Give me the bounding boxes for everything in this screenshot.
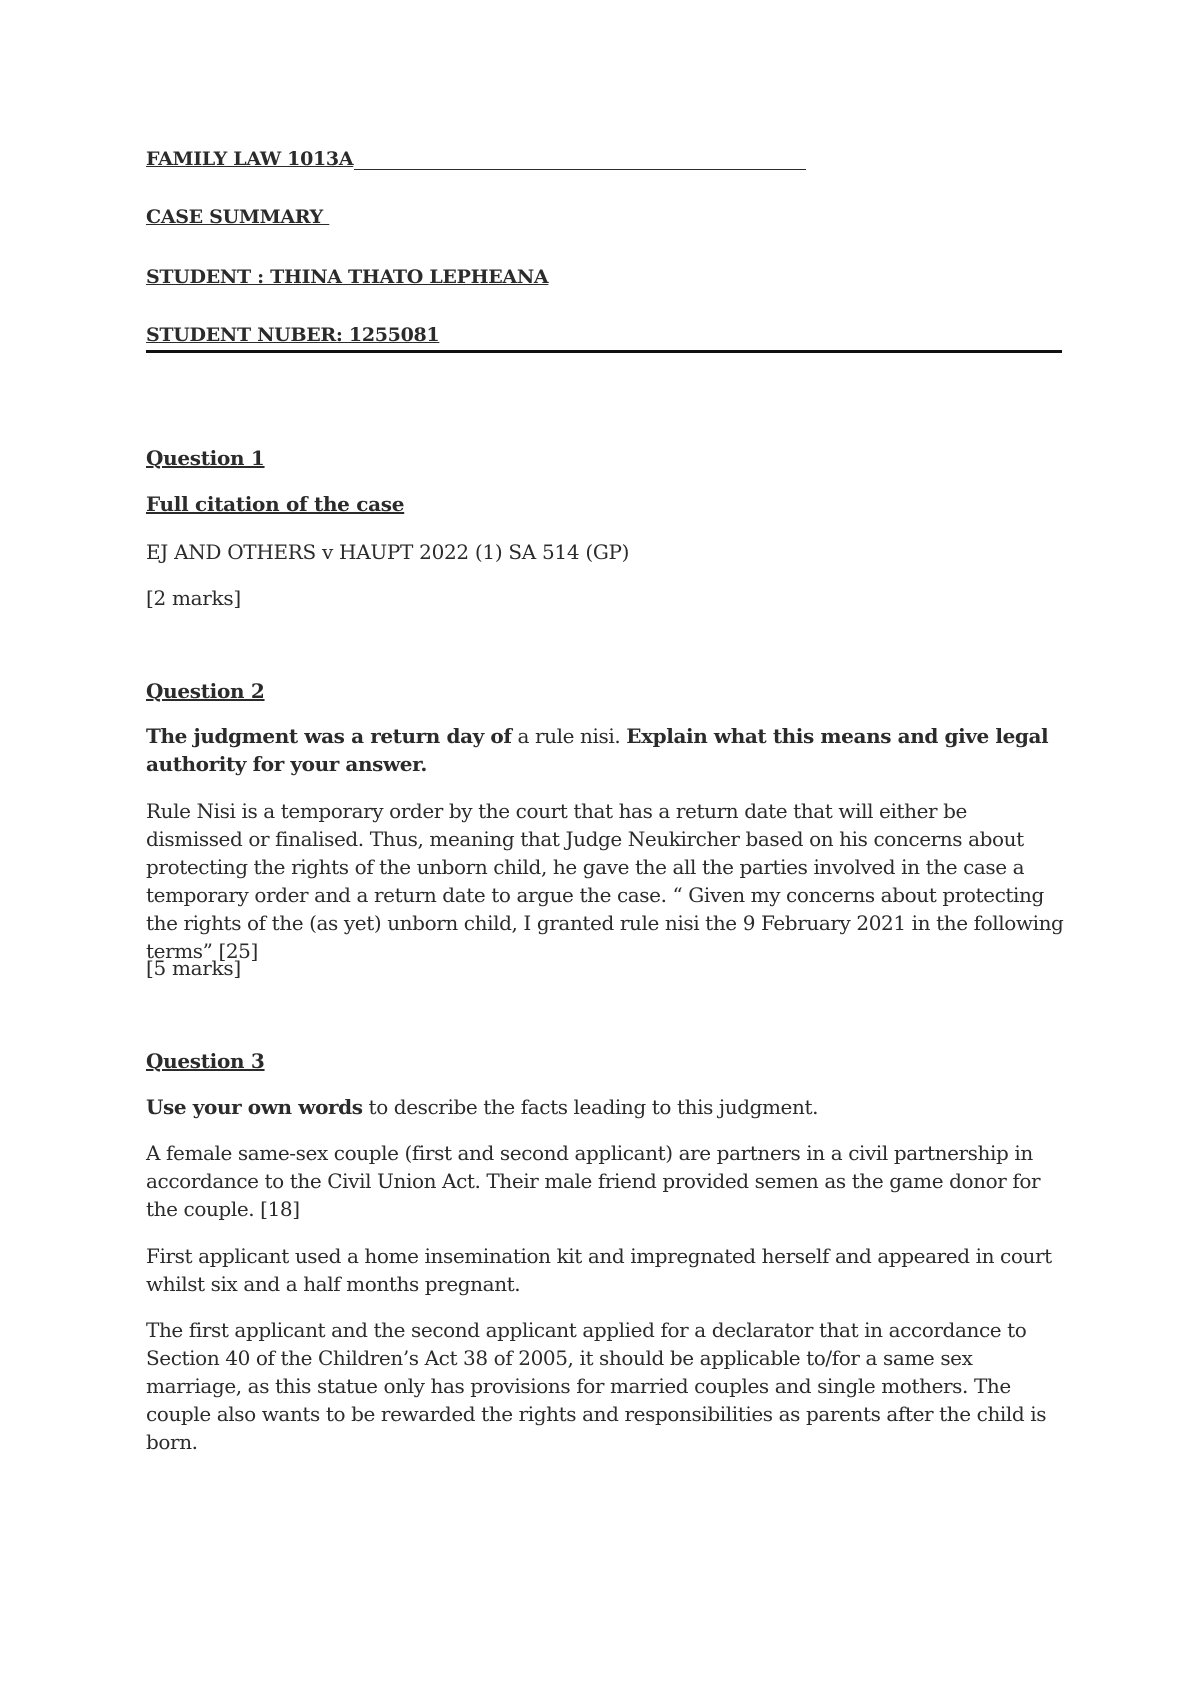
question-3-prompt-bold: Use your own words	[146, 1095, 363, 1119]
question-3-prompt-normal: to describe the facts leading to this judgment.	[362, 1095, 819, 1119]
case-citation: EJ AND OTHERS v HAUPT 2022 (1) SA 514 (GP)	[146, 540, 630, 564]
question-1-title: Question 1	[146, 446, 265, 470]
student-number: STUDENT NUBER: 1255081	[146, 324, 440, 346]
question-1-subtitle: Full citation of the case	[146, 492, 405, 516]
document-type: CASE SUMMARY	[146, 206, 330, 228]
question-2-prompt	[146, 722, 1066, 778]
question-3-paragraph-1: A female same-sex couple (first and second applicant) are partners in a civil partnership in accordance to the Civil Union Act. Their male friend provided semen as the game donor for the couple. [18]	[146, 1141, 1041, 1221]
question-2-marks: [5 marks]	[146, 956, 241, 980]
course-title-underline	[354, 169, 806, 170]
question-2-title: Question 2	[146, 679, 265, 703]
question-3-prompt	[146, 1093, 1066, 1121]
question-2-answer: Rule Nisi is a temporary order by the court that has a return date that will either be dismissed or finalised. Thus, meaning that Judge Neukircher based on his concerns about protecting the rights of the unborn child, he gave the all the parties involved in the case a temporary order and a return date to argue the case. “ Given my concerns about protecting the rights of the (as yet) unborn child, I granted rule nisi the 9 February 2021 in the following terms” [25]	[146, 799, 1064, 963]
question-3-paragraph-3: The first applicant and the second applicant applied for a declarator that in accordance to Section 40 of the Children’s Act 38 of 2005, it should be applicable to/for a same sex marriage, as this statue only has provisions for married couples and single mothers. The couple also wants to be rewarded the rights and responsibilities as parents after the child is born.	[146, 1318, 1047, 1454]
question-2-prompt-bold-1: The judgment was a return day of	[146, 724, 512, 748]
header-rule	[146, 350, 1062, 353]
student-name: STUDENT : THINA THATO LEPHEANA	[146, 266, 549, 288]
question-2-prompt-normal: a rule nisi.	[511, 724, 627, 748]
course-title: FAMILY LAW 1013A	[146, 148, 354, 170]
question-3-title: Question 3	[146, 1049, 265, 1073]
question-1-marks: [2 marks]	[146, 586, 241, 610]
question-3-paragraph-2: First applicant used a home insemination kit and impregnated herself and appeared in court whilst six and a half months pregnant.	[146, 1244, 1052, 1296]
question-2-prompt-bold-2: Explain what this means and give legal authority for your answer.	[146, 724, 1049, 776]
